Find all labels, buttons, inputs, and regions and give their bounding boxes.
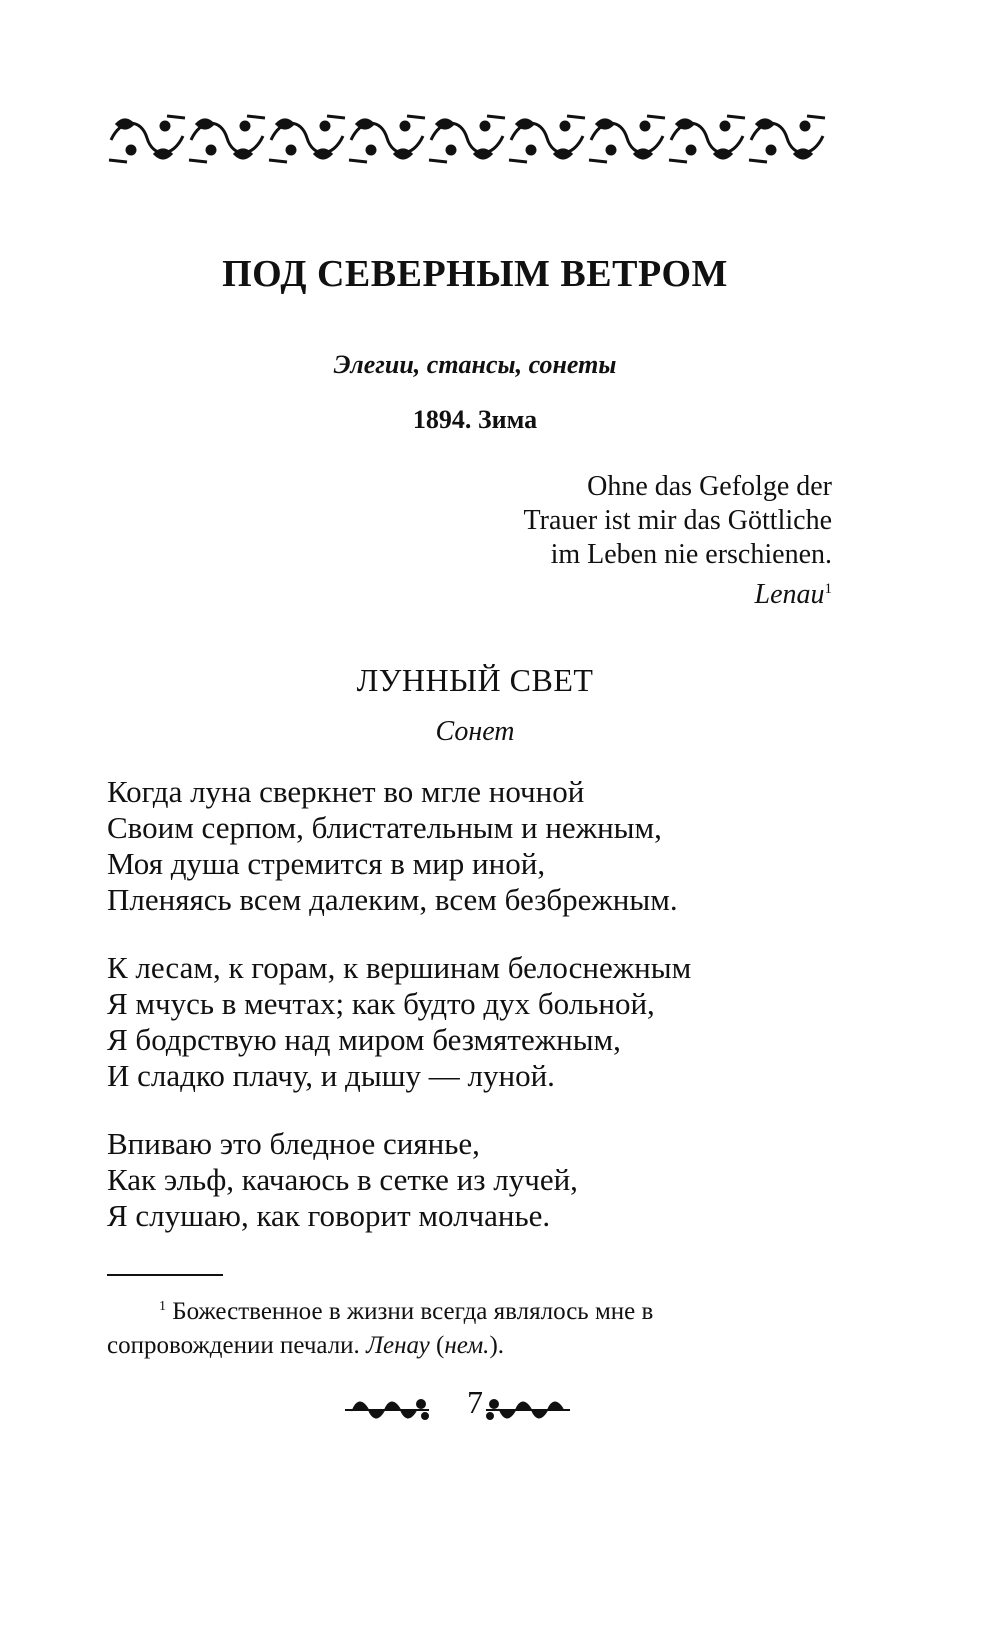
section-subtitle: Элегии, стансы, сонеты xyxy=(333,350,617,379)
poem-line: И сладко плачу, и дышу — луной. xyxy=(107,1058,555,1093)
footnote-divider xyxy=(107,1274,223,1276)
footnote-text: Божественное в жизни всегда являлось мне в сопровождении печали. xyxy=(107,1298,654,1359)
stanza xyxy=(107,950,867,1094)
poem-line: Когда луна сверкнет во мгле ночной xyxy=(107,774,585,809)
footnote-mark: 1 xyxy=(159,1299,166,1314)
epigraph-author xyxy=(412,572,832,612)
epigraph xyxy=(412,470,832,612)
poem-line: Своим серпом, блистательным и нежным, xyxy=(107,810,662,845)
poem-line: К лесам, к горам, к вершинам белоснежным xyxy=(107,950,692,985)
footnote xyxy=(107,1290,807,1363)
stanza xyxy=(107,774,867,918)
epigraph-line: Ohne das Gefolge der xyxy=(587,471,832,502)
poem-line: Как эльф, качаюсь в сетке из лучей, xyxy=(107,1162,578,1197)
page-number: 7 xyxy=(467,1384,483,1420)
poem-line: Я слушаю, как говорит молчанье. xyxy=(107,1198,551,1233)
epigraph-line: Trauer ist mir das Göttliche xyxy=(523,505,832,536)
poem-line: Я бодрствую над миром безмятежным, xyxy=(107,1022,621,1057)
poem-title: ЛУННЫЙ СВЕТ xyxy=(356,662,594,698)
stanza xyxy=(107,1126,867,1234)
poem-line: Впиваю это бледное сиянье, xyxy=(107,1126,480,1161)
footnote-body: $^1$ Божественное в жизни всегда являлось мне в сопровождении печали. Ленау (нем.). xyxy=(107,1298,654,1359)
footnote-lang: нем. xyxy=(444,1332,490,1359)
poem-line: Я мчусь в мечтах; как будто дух больной, xyxy=(107,986,655,1021)
floral-border-ornament-icon xyxy=(107,110,831,170)
poem-line: Пленяясь всем далеким, всем безбрежным. xyxy=(107,882,678,917)
epigraph-author-name: Lenau xyxy=(754,579,825,610)
poem-subtitle: Сонет xyxy=(435,716,515,747)
poem-line: Моя душа стремится в мир иной, xyxy=(107,846,546,881)
section-date: 1894. Зима xyxy=(412,405,538,434)
floral-sprig-right-icon xyxy=(484,1392,572,1426)
epigraph-line: im Leben nie erschienen. xyxy=(550,539,832,570)
footnote-reference: 1 xyxy=(824,581,832,597)
footnote-author: Ленау xyxy=(366,1332,430,1359)
section-title: ПОД СЕВЕРНЫМ ВЕТРОМ xyxy=(222,253,728,295)
